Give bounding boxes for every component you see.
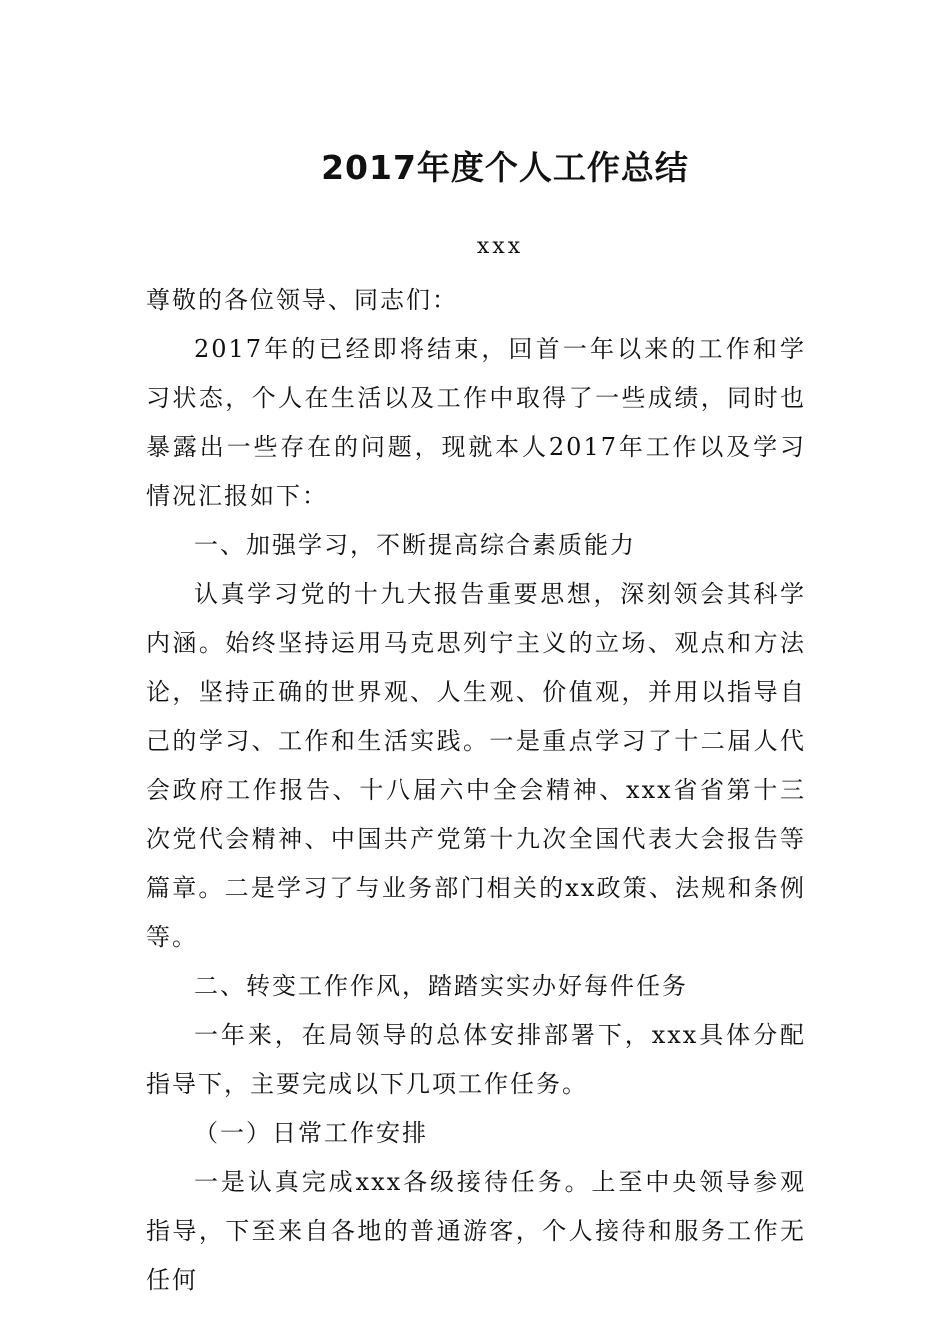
- paragraph-reception: 一是认真完成xxx各级接待任务。上至中央领导参观指导，下至来自各地的普通游客，个人接待和服务工作无任何: [146, 1168, 806, 1294]
- section-heading-2: 二、转变工作作风，踏踏实实办好每件任务: [194, 972, 688, 1000]
- document-author: xxx: [476, 234, 524, 259]
- paragraph-study: 认真学习党的十九大报告重要思想，深刻领会其科学内涵。始终坚持运用马克思列宁主义的立场、观点和方法论，坚持正确的世界观、人生观、价值观，并用以指导自己的学习、工作和生活实践。一是重点学习了十二届人代会政府工作报告、十八届六中全会精神、xxx省省第十三次党代会精神、中国共产党第十九次全国代表大会报告等篇章。二是学习了与业务部门相关的xx政策、法规和条例等。: [146, 580, 806, 951]
- document-title: 2017年度个人工作总结: [321, 148, 689, 187]
- greeting: 尊敬的各位领导、同志们：: [146, 286, 458, 314]
- paragraph-intro: 2017年的已经即将结束，回首一年以来的工作和学习状态，个人在生活以及工作中取得了一些成绩，同时也暴露出一些存在的问题，现就本人2017年工作以及学习情况汇报如下：: [146, 335, 806, 510]
- subsection-heading-1: （一）日常工作安排: [194, 1119, 428, 1147]
- document-body: [146, 276, 806, 1305]
- paragraph-work: 一年来，在局领导的总体安排部署下，xxx具体分配指导下，主要完成以下几项工作任务。: [146, 1021, 806, 1098]
- section-heading-1: 一、加强学习，不断提高综合素质能力: [194, 531, 636, 559]
